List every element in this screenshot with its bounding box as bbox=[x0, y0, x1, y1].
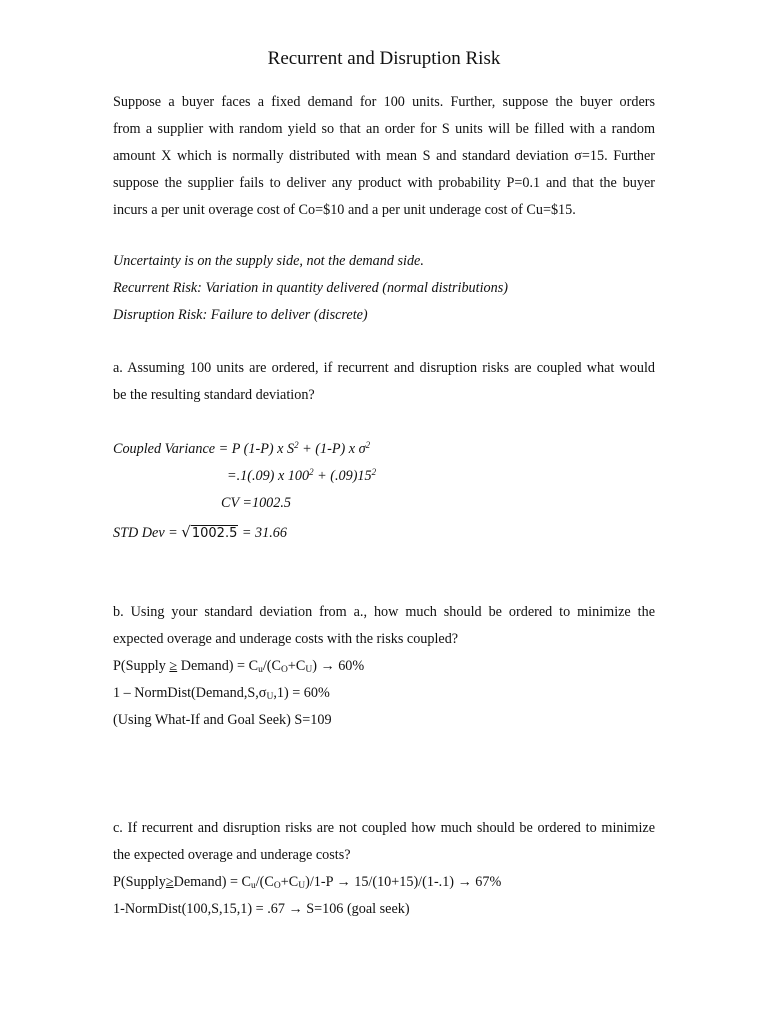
formula-text: + (.09)15 bbox=[313, 468, 372, 484]
critical-ratio-formula bbox=[113, 653, 655, 680]
subscript: U bbox=[298, 881, 306, 891]
subscript: U bbox=[305, 665, 313, 675]
formula-text: ) → 60% bbox=[312, 658, 365, 674]
radicand: 1002.5 bbox=[191, 526, 238, 541]
formula-text: )/1-P → 15/(10+15)/(1-.1) → 67% bbox=[305, 874, 502, 890]
question-line: the expected overage and underage costs? bbox=[113, 847, 351, 863]
square-root bbox=[181, 517, 238, 549]
document-title: Recurrent and Disruption Risk bbox=[267, 48, 501, 69]
formula-text: 1 – NormDist(Demand,S,σ bbox=[113, 685, 267, 701]
subscript: u bbox=[258, 665, 263, 675]
coupled-variance-substitution bbox=[113, 463, 655, 490]
formula-text: P(Supply bbox=[113, 874, 166, 890]
geq-symbol: ≥ bbox=[165, 874, 174, 890]
std-dev-formula bbox=[113, 517, 655, 547]
subscript: u bbox=[250, 881, 256, 891]
intro-line: from a supplier with random yield so that an order for S units will be filled with a random bbox=[113, 121, 655, 137]
question-line: be the resulting standard deviation? bbox=[113, 387, 315, 403]
normdist-formula bbox=[113, 680, 655, 707]
exponent: 2 bbox=[365, 440, 371, 450]
subscript: O bbox=[273, 881, 281, 891]
formula-text: P(Supply bbox=[113, 658, 170, 674]
formula-text: STD Dev = bbox=[113, 525, 182, 541]
question-line: c. If recurrent and disruption risks are not coupled how much should be ordered to minimize bbox=[113, 820, 655, 836]
goal-seek-result: (Using What-If and Goal Seek) S=109 bbox=[113, 712, 332, 728]
part-a-question bbox=[113, 355, 655, 409]
formula-text: Demand) = C bbox=[173, 874, 251, 890]
normdist-result: 1-NormDist(100,S,15,1) = .67 → S=106 (goal seek) bbox=[113, 901, 410, 917]
note-line: Recurrent Risk: Variation in quantity delivered (normal distributions) bbox=[113, 280, 508, 296]
intro-line: Suppose a buyer faces a fixed demand for 100 units. Further, suppose the buyer orders bbox=[113, 94, 655, 110]
question-line: b. Using your standard deviation from a., how much should be ordered to minimize the bbox=[113, 604, 655, 620]
formula-text: /(C bbox=[262, 658, 281, 674]
formula-text: + (1-P) x σ bbox=[298, 441, 366, 457]
question-line: expected overage and underage costs with the risks coupled? bbox=[113, 631, 459, 647]
note-line: Disruption Risk: Failure to deliver (discrete) bbox=[113, 307, 368, 323]
exponent: 2 bbox=[309, 467, 314, 477]
radical-sign: √ bbox=[181, 523, 191, 541]
formula-text: Demand) = C bbox=[177, 658, 259, 674]
formula-text: /(C bbox=[255, 874, 274, 890]
note-line: Uncertainty is on the supply side, not the demand side. bbox=[113, 253, 424, 269]
exponent: 2 bbox=[371, 467, 377, 477]
part-c bbox=[113, 815, 655, 923]
formula-text: ,1) = 60% bbox=[273, 685, 330, 701]
formula-text: =.1(.09) x 100 bbox=[227, 468, 310, 484]
subscript: O bbox=[280, 665, 288, 675]
formula-text: +C bbox=[280, 874, 299, 890]
intro-line: incurs a per unit overage cost of Co=$10 and a per unit underage cost of Cu=$15. bbox=[113, 202, 576, 218]
formula-text: Coupled Variance = P (1-P) x S bbox=[113, 441, 295, 457]
subscript: U bbox=[266, 692, 274, 702]
geq-symbol: ≥ bbox=[169, 658, 178, 674]
critical-ratio-formula bbox=[113, 869, 655, 896]
formula-text: +C bbox=[287, 658, 306, 674]
part-a-solution bbox=[113, 436, 655, 547]
problem-statement bbox=[113, 89, 655, 224]
intro-line: suppose the supplier fails to deliver any product with probability P=0.1 and that the buyer bbox=[113, 175, 655, 191]
risk-notes bbox=[113, 248, 655, 329]
coupled-variance-formula bbox=[113, 436, 655, 463]
coupled-variance-result: CV =1002.5 bbox=[221, 495, 292, 511]
intro-line: amount X which is normally distributed with mean S and standard deviation σ=15. Further bbox=[113, 148, 655, 164]
exponent: 2 bbox=[294, 440, 299, 450]
formula-text: = 31.66 bbox=[238, 525, 287, 541]
part-b bbox=[113, 599, 655, 734]
question-line: a. Assuming 100 units are ordered, if recurrent and disruption risks are coupled what would bbox=[113, 360, 655, 376]
